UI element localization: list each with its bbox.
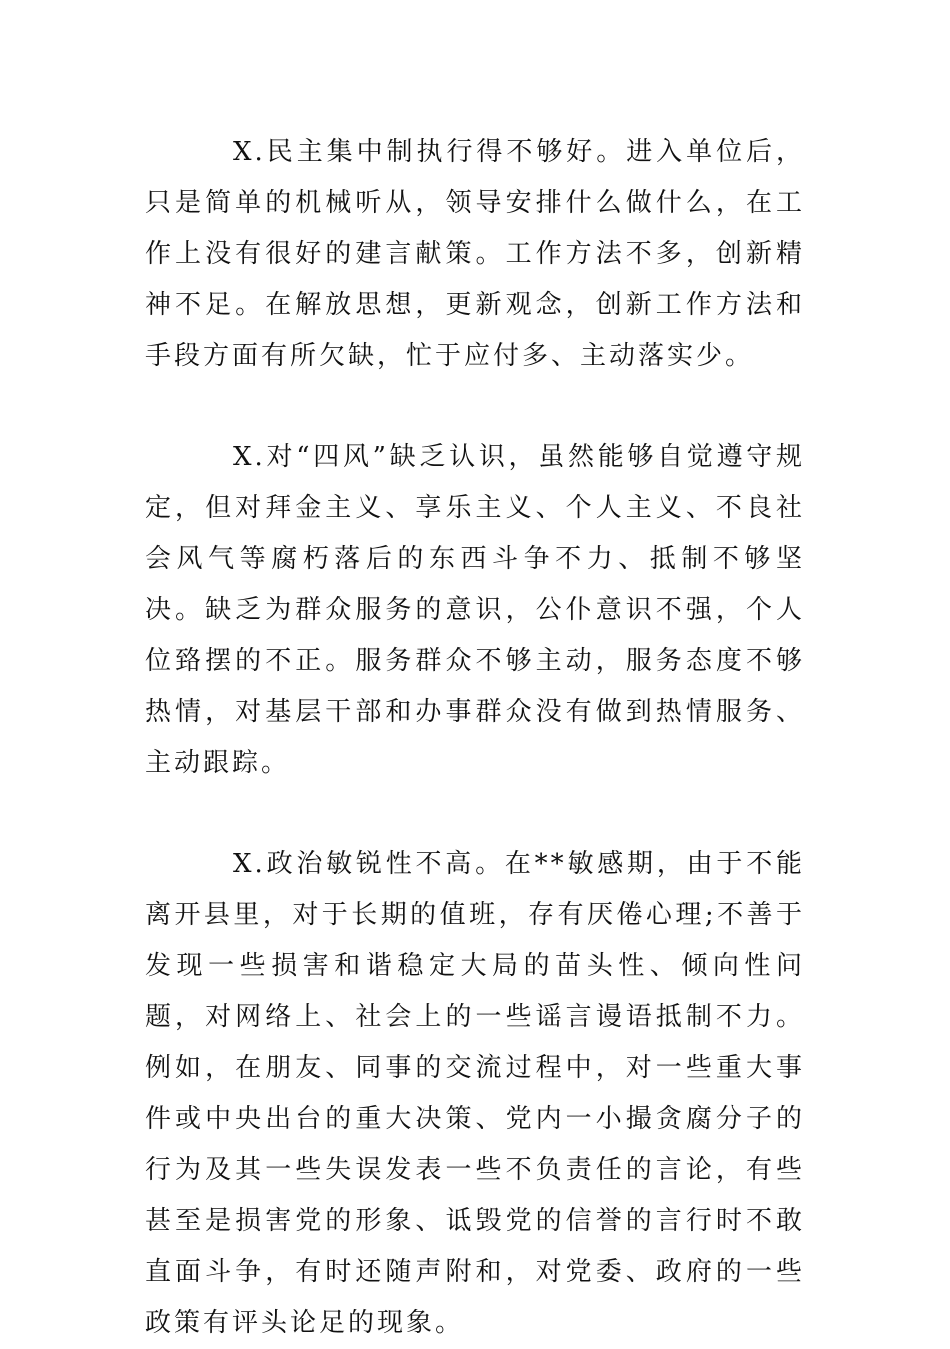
paragraph-democratic-centralism: X.民主集中制执行得不够好。进入单位后，只是简单的机械听从，领导安排什么做什么，在工作上没有很好的建言献策。工作方法不多，创新精神不足。在解放思想，更新观念，创新工作方法和手段方面有所欠缺，忙于应付多、主动落实少。 <box>145 137 805 371</box>
paragraph-political-sensitivity: X.政治敏锐性不高。在**敏感期，由于不能离开县里，对于长期的值班，存有厌倦心理;不善于发现一些损害和谐稳定大局的苗头性、倾向性问题，对网络上、社会上的一些谣言谩语抵制不力。例如，在朋友、同事的交流过程中，对一些重大事件或中央出台的重大决策、党内一小撮贪腐分子的行为及其一些失误发表一些不负责任的言论，有些甚至是损害党的形象、诋毁党的信誉的言行时不敢直面斗争，有时还随声附和，对党委、政府的一些政策有评头论足的现象。 <box>145 849 805 1338</box>
paragraph-spacer <box>145 789 805 839</box>
paragraph-four-winds: X.对“四风”缺乏认识，虽然能够自觉遵守规定，但对拜金主义、享乐主义、个人主义、不良社会风气等腐朽落后的东西斗争不力、抵制不够坚决。缺乏为群众服务的意识，公仆意识不强，个人位臵摆的不正。服务群众不够主动，服务态度不够热情，对基层干部和办事群众没有做到热情服务、主动跟踪。 <box>145 442 805 778</box>
document-body <box>145 127 805 1349</box>
paragraph-spacer <box>145 382 805 432</box>
